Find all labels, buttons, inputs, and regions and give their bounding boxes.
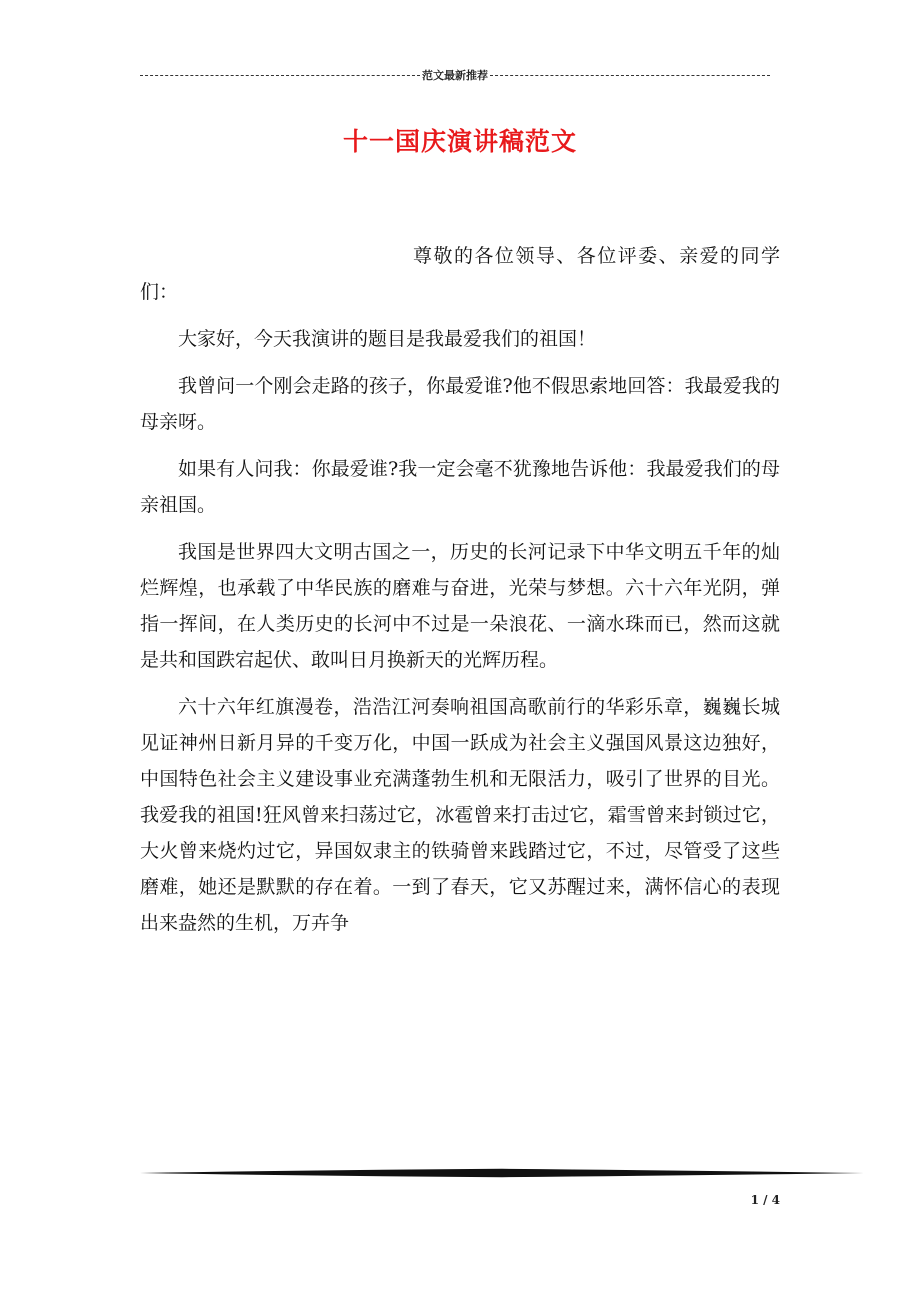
paragraph: 我曾问一个刚会走路的孩子，你最爱谁?他不假思索地回答：我最爱我的母亲呀。 <box>140 375 780 433</box>
document-body <box>140 238 780 952</box>
header-dash-left <box>140 75 420 76</box>
header-dash-right <box>490 75 770 76</box>
paragraph: 六十六年红旗漫卷，浩浩江河奏响祖国高歌前行的华彩乐章，巍巍长城见证神州日新月异的千变万化，中国一跃成为社会主义强国风景这边独好，中国特色社会主义建设事业充满蓬勃生机和无限活力，吸引了世界的目光。 我爱我的祖国!狂风曾来扫荡过它，冰雹曾来打击过它，霜雪曾来封锁过它，大火曾来烧灼过它，异国奴隶主的铁骑曾来践踏过它，不过，尽管受了这些磨难，她还是默默的存在着。一到了春天，它又苏醒过来，满怀信心的表现出来盎然的生机，万卉争 <box>140 696 780 934</box>
paragraph: 如果有人问我：你最爱谁?我一定会毫不犹豫地告诉他：我最爱我们的母亲祖国。 <box>140 458 780 516</box>
salutation: 尊敬的各位领导、各位评委、亲爱的同学们： <box>140 245 780 303</box>
header-label: 范文最新推荐 <box>422 69 488 82</box>
page-header <box>140 66 770 84</box>
page-number: 1 / 4 <box>750 1193 780 1207</box>
paragraph: 我国是世界四大文明古国之一，历史的长河记录下中华文明五千年的灿烂辉煌，也承载了中华民族的磨难与奋进，光荣与梦想。六十六年光阴，弹指一挥间，在人类历史的长河中不过是一朵浪花、一滴水珠而已，然而这就是共和国跌宕起伏、敢叫日月换新天的光辉历程。 <box>140 541 780 671</box>
footer-divider <box>140 1166 864 1180</box>
paragraph: 大家好，今天我演讲的题目是我最爱我们的祖国！ <box>178 328 597 350</box>
document-title: 十一国庆演讲稿范文 <box>342 127 577 156</box>
